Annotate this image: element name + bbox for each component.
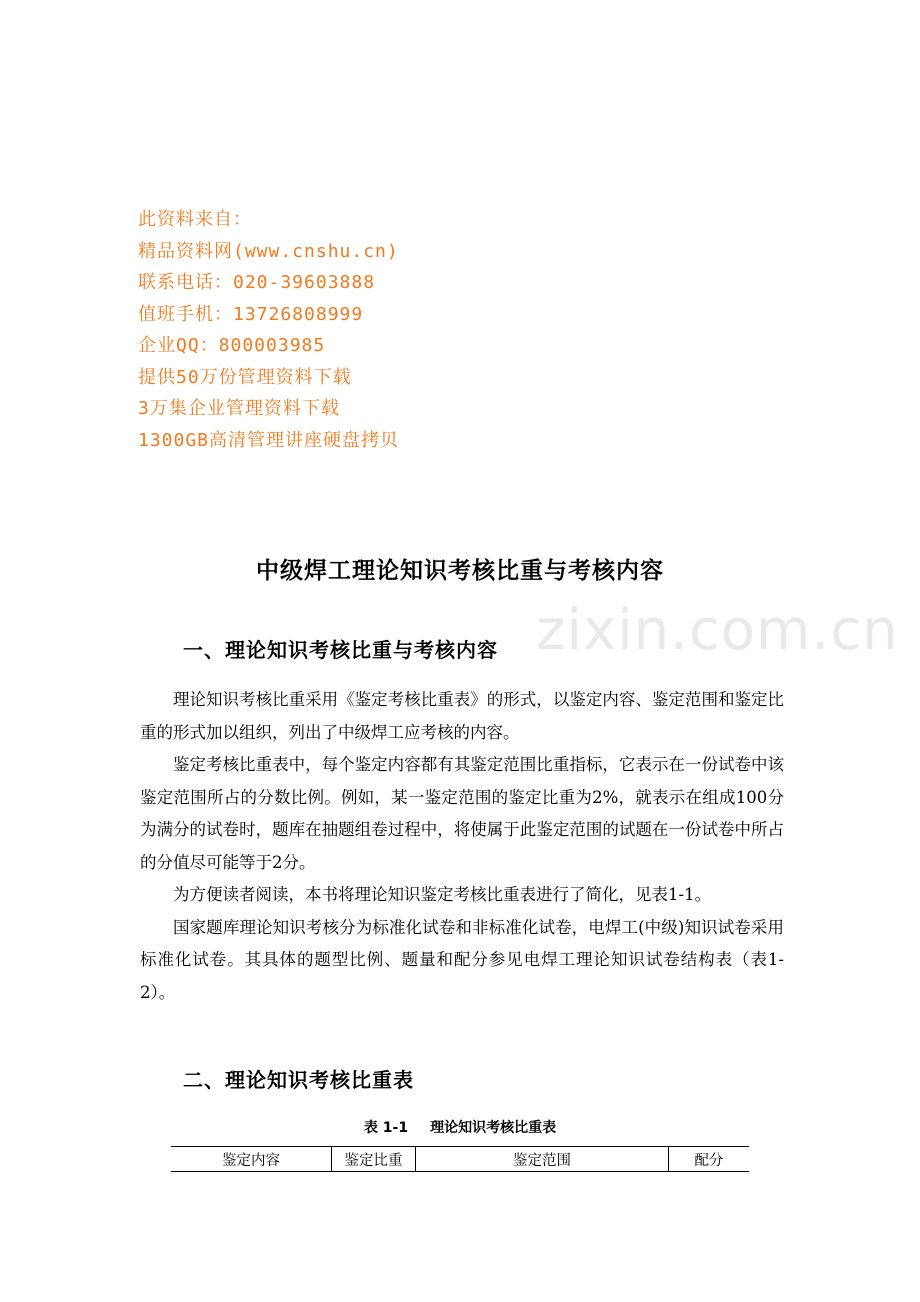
- paragraph: 理论知识考核比重采用《鉴定考核比重表》的形式，以鉴定内容、鉴定范围和鉴定比重的形式加以组织，列出了中级焊工应考核的内容。: [140, 690, 784, 742]
- document-title: 中级焊工理论知识考核比重与考核内容: [256, 558, 664, 584]
- table-header-cell: 鉴定比重: [332, 1147, 416, 1172]
- ad-line-offer-2: 3万集企业管理资料下载: [138, 398, 340, 419]
- source-info-block: [138, 204, 399, 456]
- ad-line-phone: 联系电话：020-39603888: [138, 272, 376, 293]
- paragraph: 鉴定考核比重表中，每个鉴定内容都有其鉴定范围比重指标，它表示在一份试卷中该鉴定范围所占的分数比例。例如，某一鉴定范围的鉴定比重为2%，就表示在组成100分为满分的试卷时，题库在抽题组卷过程中，将使属于此鉴定范围的试题在一份试卷中所占的分值尽可能等于2分。: [140, 755, 784, 872]
- ad-line-qq: 企业QQ：800003985: [138, 335, 326, 356]
- watermark: zixin.com.cn: [536, 598, 899, 663]
- section-heading-2: 二、理论知识考核比重表: [183, 1068, 414, 1092]
- ratio-table: [171, 1146, 749, 1172]
- ad-line-offer-3: 1300GB高清管理讲座硬盘拷贝: [138, 429, 400, 451]
- table-header-cell: 配分: [669, 1147, 750, 1172]
- table-header-cell: 鉴定内容: [171, 1147, 332, 1172]
- paragraph: 为方便读者阅读，本书将理论知识鉴定考核比重表进行了简化，见表1-1。: [173, 885, 712, 904]
- ad-line-source: 此资料来自：: [138, 209, 252, 230]
- section-heading-1: 一、理论知识考核比重与考核内容: [183, 638, 498, 662]
- body-text: [140, 684, 784, 1009]
- table-header-row: [171, 1147, 749, 1172]
- ad-line-mobile: 值班手机：13726808999: [138, 303, 364, 325]
- ad-line-offer-1: 提供50万份管理资料下载: [138, 366, 352, 388]
- table-caption: [0, 1117, 920, 1137]
- table-header-cell: 鉴定范围: [416, 1147, 669, 1172]
- table-caption-title: 理论知识考核比重表: [430, 1120, 557, 1136]
- table-caption-number: 表 1-1: [363, 1120, 409, 1136]
- paragraph: 国家题库理论知识考核分为标准化试卷和非标准化试卷，电焊工(中级)知识试卷采用标准化试卷。其具体的题型比例、题量和配分参见电焊工理论知识试卷结构表（表1-2）。: [140, 917, 784, 1002]
- ad-line-website: 精品资料网(www.cnshu.cn): [138, 240, 399, 262]
